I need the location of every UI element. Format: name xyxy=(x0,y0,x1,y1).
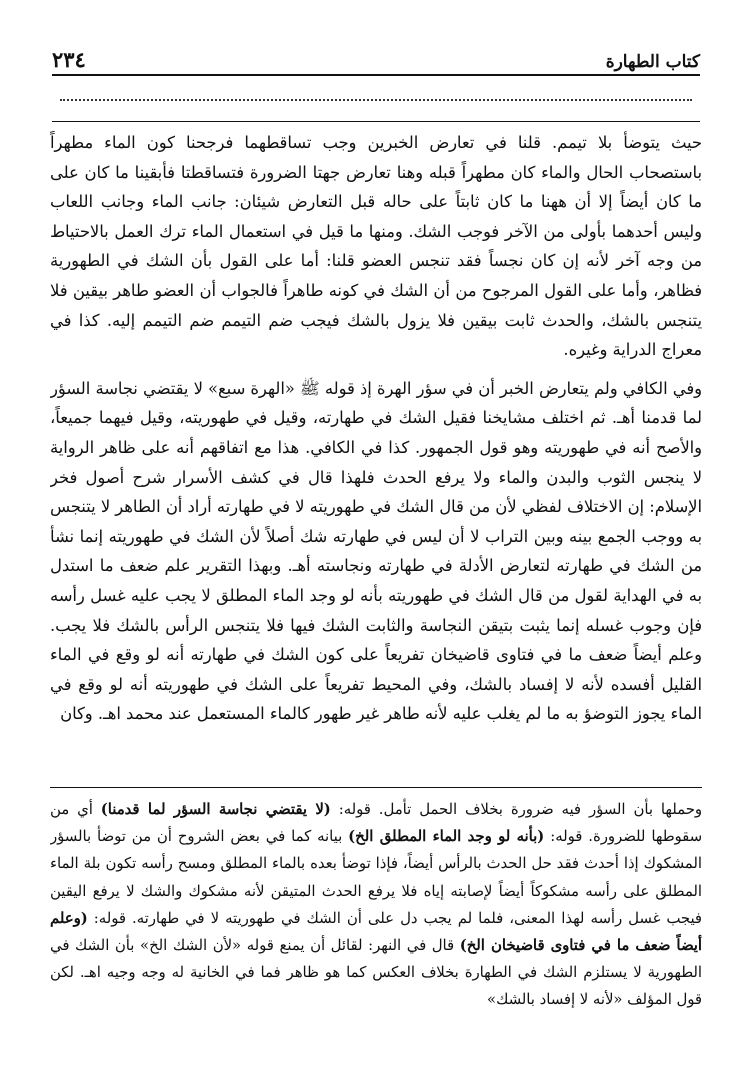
commentary-span: قال في النهر: لقائل أن يمنع قوله «لأن الشك الخ» بأن الشك في الطهورية لا يستلزم الشك في الطهارة بخلاف العكس كما هو ظاهر فما في الخانية له وجه وجيه اهـ. لكن قول المؤلف «لأنه لا إفساد بالشك» xyxy=(50,937,702,1009)
commentary-span: أي من سقوطها للضرورة. قوله: xyxy=(50,801,702,846)
commentary-paragraph xyxy=(50,796,702,1014)
main-paragraph-1: حيث يتوضأ بلا تيمم. قلنا في تعارض الخبرين وجب تساقطهما فرجحنا كون الماء مطهراً باستصحاب الحال والماء كان مطهراً قبله وهنا تعارض جهتا الضرورة فتساقطتا فأبقينا ما كان على ما كان أيضاً إلا أن ههنا ما كان ثابتاً على حاله قبل التعارض شيئان: جانب الماء وجانب اللعاب وليس أحدهما بأولى من الآخر فوجب الشك. ومنها ما قيل في استعمال الماء ترك العمل بالاحتياط من وجه آخر لأنه إن كان نجساً فقد تنجس العضو قلنا: أما على القول بأن الشك في الطهورية فظاهر، وأما على القول المرجوح من أن الشك في كونه طاهراً فالجواب أن العضو طاهر بيقين فلا يتنجس بالشك، والحدث ثابت بيقين فلا يزول بالشك فيجب ضم التيمم ضم التيمم إليه. كذا في معراج الدراية وغيره. xyxy=(50,133,702,360)
commentary-text xyxy=(50,796,702,1086)
commentary-lemma: (لا يقتضي نجاسة السؤر لما قدمنا) xyxy=(100,801,331,818)
commentary-span: وحملها بأن السؤر فيه ضرورة بخلاف الحمل تأمل. قوله: xyxy=(330,801,702,818)
page-number: ٢٣٤ xyxy=(52,47,86,72)
main-paragraph-2: وفي الكافي ولم يتعارض الخبر أن في سؤر الهرة إذ قوله ﷺ «الهرة سبع» لا يقتضي نجاسة السؤر لما قدمنا أهـ. ثم اختلف مشايخنا فقيل الشك في طهارته، وقيل في طهوريته، وقيل فيهما جميعاً، والأصح أنه في طهوريته وهو قول الجمهور. كذا في الكافي. هذا مع اتفاقهم أنه على ظاهر الرواية لا ينجس الثوب والبدن والماء ولا يرفع الحدث فلهذا قال في كشف الأسرار شرح أصول فخر الإسلام: إن الاختلاف لفظي لأن من قال الشك في طهوريته لا في طهارته أراد أن الطاهر لا يتنجس به ووجب الجمع بينه وبين التراب لا أن ليس في طهارته شك أصلاً لأن الشك في طهوريته إنما نشأ من الشك في طهارته لتعارض الأدلة في طهارته ونجاسته أهـ. وبهذا التقرير علم ضعف ما استدل به في الهداية لقول من قال الشك في طهوريته بأنه لو وجد الماء المطلق لا يجب عليه غسل رأسه فإن وجوب غسله إنما يثبت بتيقن النجاسة والثابت الشك فيها فلا يتنجس الرأس بالشك فلا يجب. وعلم أيضاً ضعف ما في فتاوى قاضيخان تفريعاً على كون الشك في طهارته أنه لو وقع في الماء القليل أفسده لأنه لا إفساد بالشك، وفي المحيط تفريعاً على الشك في طهوريته أنه لو وقع في الماء يجوز التوضؤ به ما لم يغلب عليه لأنه طاهر غير طهور كالماء المستعمل عند محمد اهـ. وكان xyxy=(50,378,702,724)
running-header xyxy=(52,44,700,72)
dotted-separator xyxy=(60,99,692,101)
header-rule xyxy=(52,74,700,76)
main-text-rule xyxy=(52,121,700,122)
commentary-lemma: (بأنه لو وجد الماء المطلق الخ) xyxy=(348,828,545,846)
commentary-span: بيانه كما في بعض الشروح أن من توضأ بالسؤر المشكوك إذا أحدث فقد حل الحدث بالرأس أيضاً، فإذا توضأ بعده بالماء المطلق ومسح رأسه تكون بلة الماء المطلق على رأسه مشكوكاً أيضاً لإصابته إياه فلا يرفع الحدث المتيقن لأنه مشكوك والشك لا يرفع اليقين فيجب غسل رأسه لهذا المعنى، فلما لم يجب دل على أن الشك في طهوريته لا في طهارته. قوله: xyxy=(50,828,702,927)
footnote-separator xyxy=(50,787,702,788)
book-title: كتاب الطهارة xyxy=(605,52,700,72)
commentary-lemma: (وعلم أيضاً ضعف ما في فتاوى قاضيخان الخ) xyxy=(50,909,702,955)
main-text xyxy=(50,128,702,786)
